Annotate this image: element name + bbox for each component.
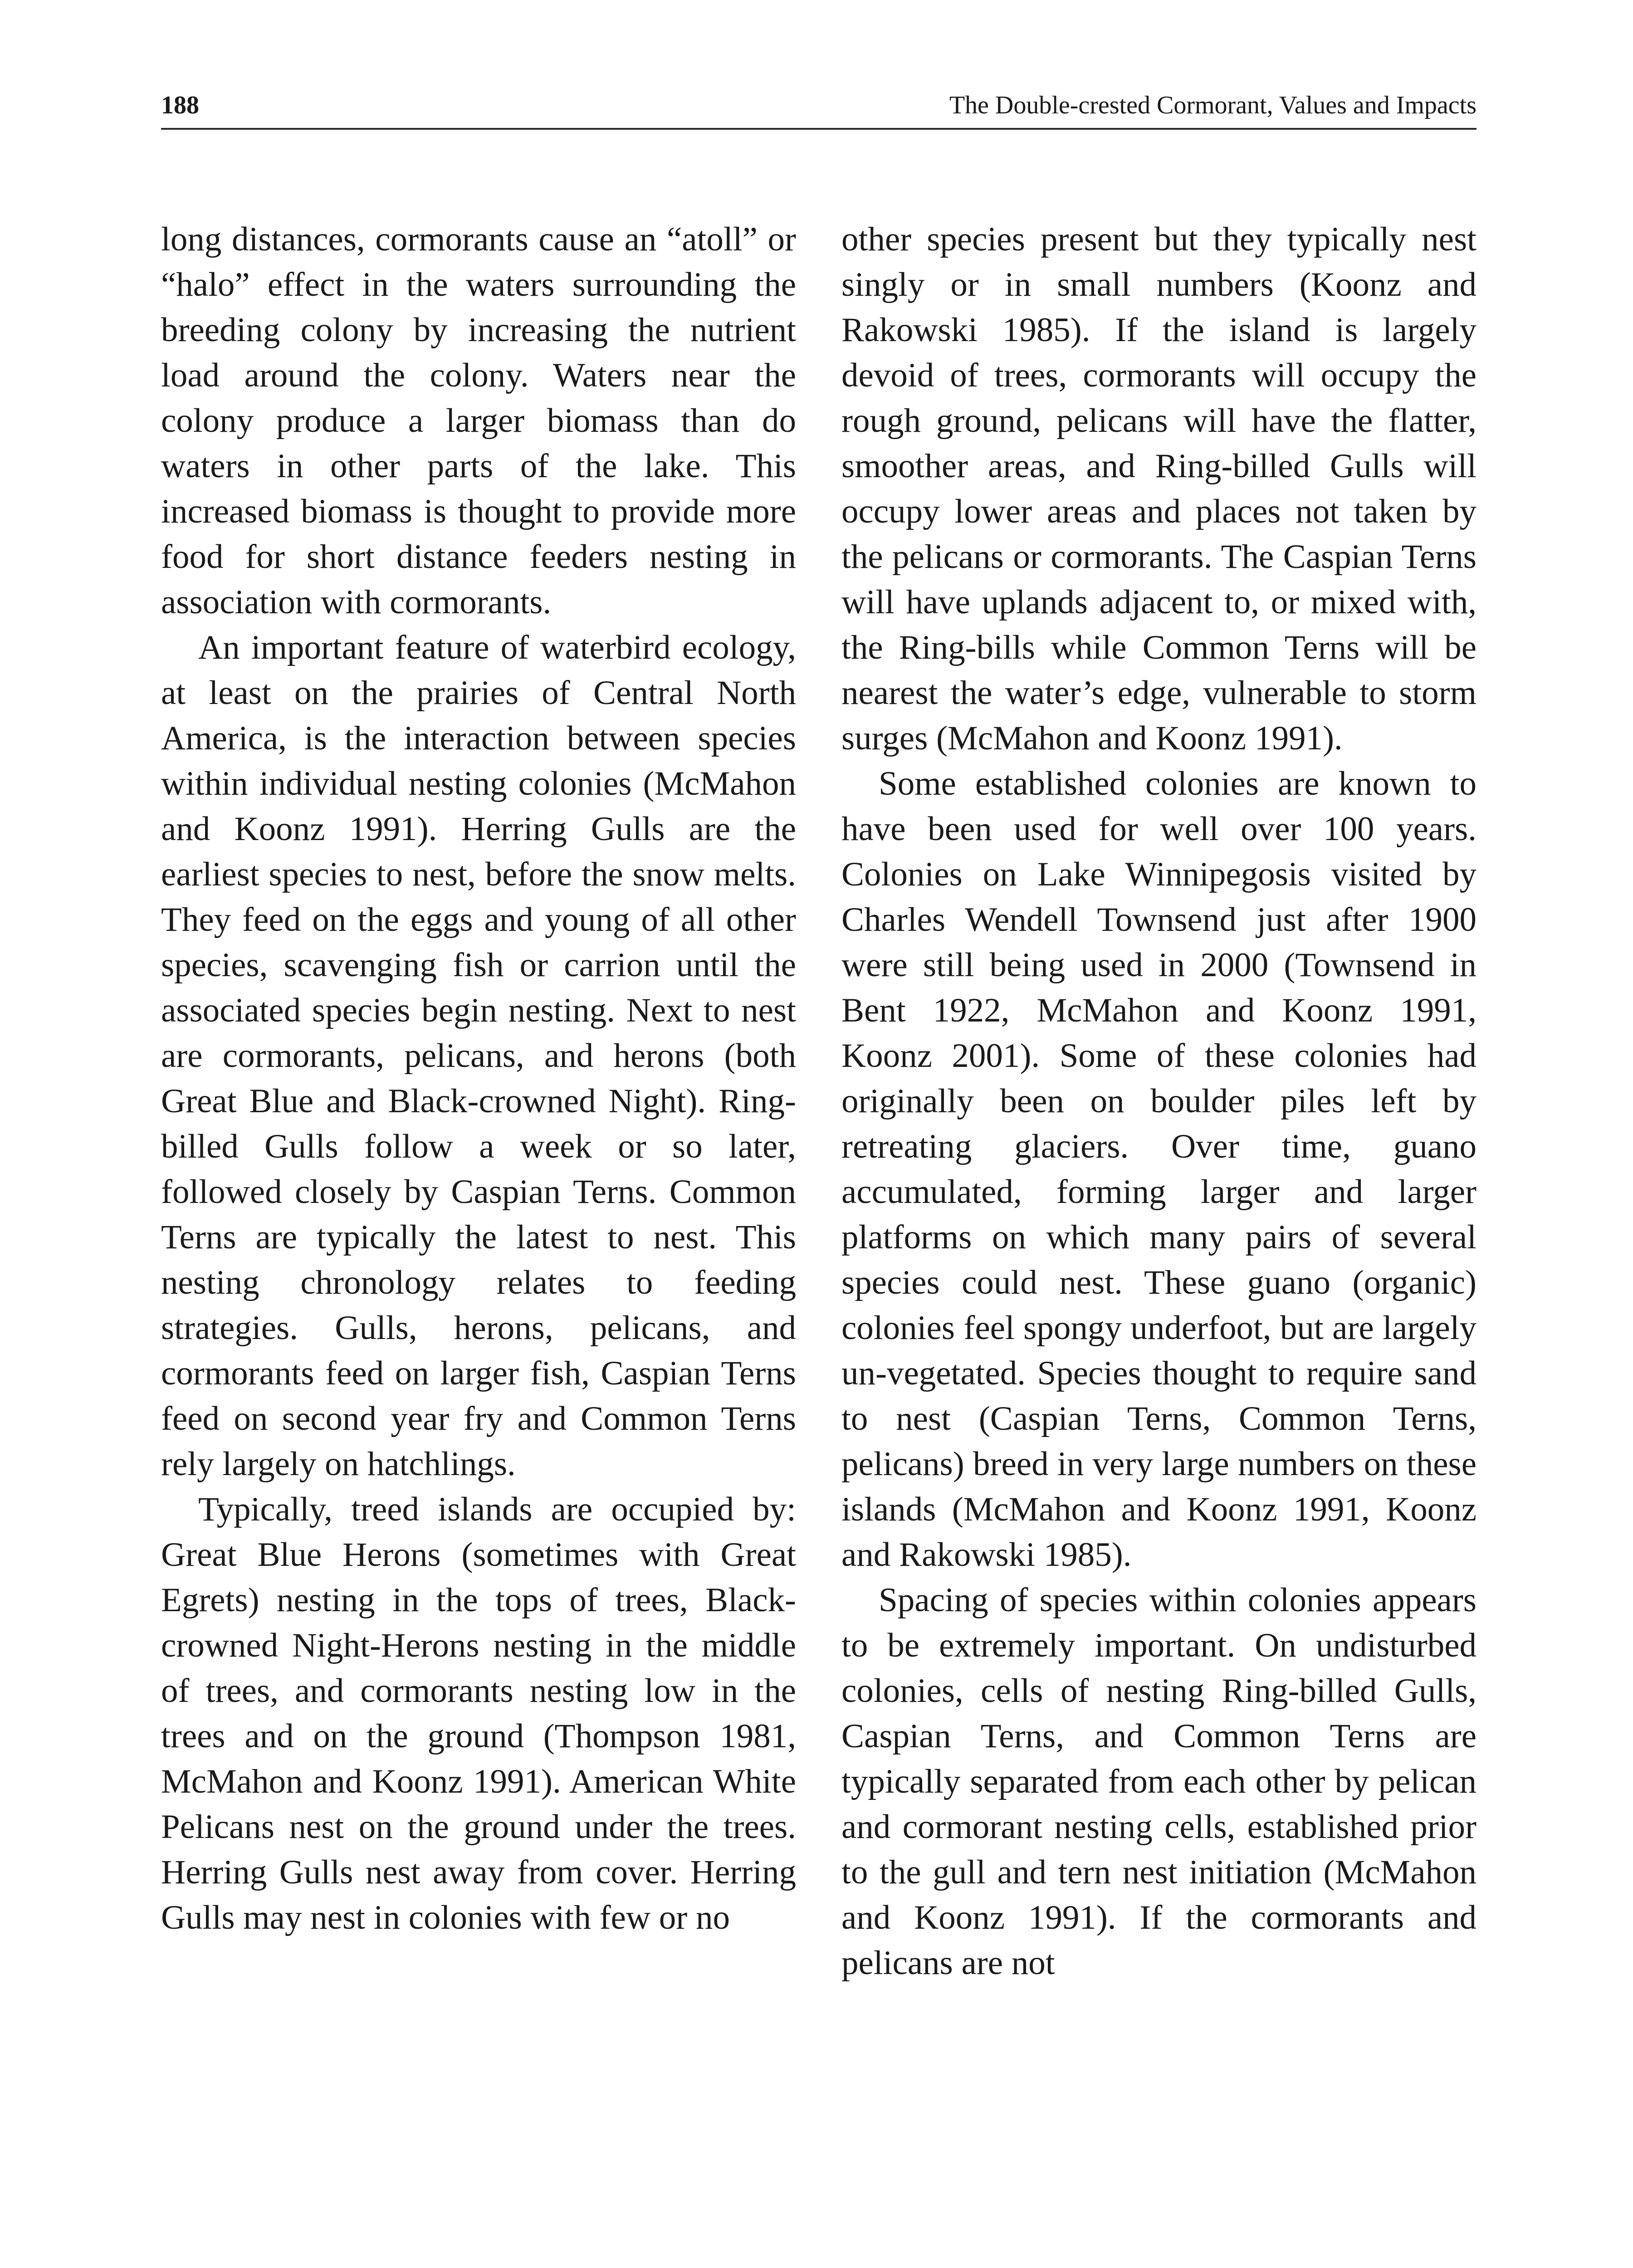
running-title: The Double-crested Cormorant, Values and Impacts xyxy=(949,91,1477,119)
running-header xyxy=(161,87,1477,130)
paragraph: Spacing of species within colonies appears to be extremely important. On undisturbed colonies, cells of nesting Ring-billed Gulls, Caspian Terns, and Common Terns are typically separated from each other by pelican and cormorant nesting cells, established prior to the gull and tern nest initiation (McMahon and Koonz 1991). If the cormorants and pelicans are not xyxy=(841,1581,1477,1982)
paragraph: long distances, cormorants cause an “atoll” or “halo” effect in the waters surrounding the breeding colony by increasing the nutrient load around the colony. Waters near the colony produce a larger biomass than do waters in other parts of the lake. This increased biomass is thought to provide more food for short distance feeders nesting in association with cormorants. xyxy=(161,220,796,621)
paragraph: other species present but they typically nest singly or in small numbers (Koonz and Rakowski 1985). If the island is largely devoid of trees, cormorants will occupy the rough ground, pelicans will have the flatter, smoother areas, and Ring-billed Gulls will occupy lower areas and places not taken by the pelicans or cormorants. The Caspian Terns will have uplands adjacent to, or mixed with, the Ring-bills while Common Terns will be nearest the water’s edge, vulnerable to storm surges (McMahon and Koonz 1991). xyxy=(841,220,1477,757)
paragraph: Some established colonies are known to have been used for well over 100 years. Colonies on Lake Winnipegosis visited by Charles Wendell Townsend just after 1900 were still being used in 2000 (Townsend in Bent 1922, McMahon and Koonz 1991, Koonz 2001). Some of these colonies had originally been on boulder piles left by retreating glaciers. Over time, guano accumulated, forming larger and larger platforms on which many pairs of several species could nest. These guano (organic) colonies feel spongy underfoot, but are largely un-vegetated. Species thought to require sand to nest (Caspian Terns, Common Terns, pelicans) breed in very large numbers on these islands (McMahon and Koonz 1991, Koonz and Rakowski 1985). xyxy=(841,765,1477,1574)
page-number: 188 xyxy=(161,91,199,119)
right-column xyxy=(841,217,1477,1986)
left-column xyxy=(161,217,796,1941)
paragraph: An important feature of waterbird ecology, at least on the prairies of Central North America, is the interaction between species within individual nesting colonies (McMahon and Koonz 1991). Herring Gulls are the earliest species to nest, before the snow melts. They feed on the eggs and young of all other species, scavenging fish or carrion until the associated species begin nesting. Next to nest are cormorants, pelicans, and herons (both Great Blue and Black-crowned Night). Ring-billed Gulls follow a week or so later, followed closely by Caspian Terns. Common Terns are typically the latest to nest. This nesting chronology relates to feeding strategies. Gulls, herons, pelicans, and cormorants feed on larger fish, Caspian Terns feed on second year fry and Common Terns rely largely on hatchlings. xyxy=(161,629,796,1483)
paragraph: Typically, treed islands are occupied by: Great Blue Herons (sometimes with Great Egrets) nesting in the tops of trees, Black-crowned Night-Herons nesting in the middle of trees, and cormorants nesting low in the trees and on the ground (Thompson 1981, McMahon and Koonz 1991). American White Pelicans nest on the ground under the trees. Herring Gulls nest away from cover. Herring Gulls may nest in colonies with few or no xyxy=(161,1491,796,1936)
